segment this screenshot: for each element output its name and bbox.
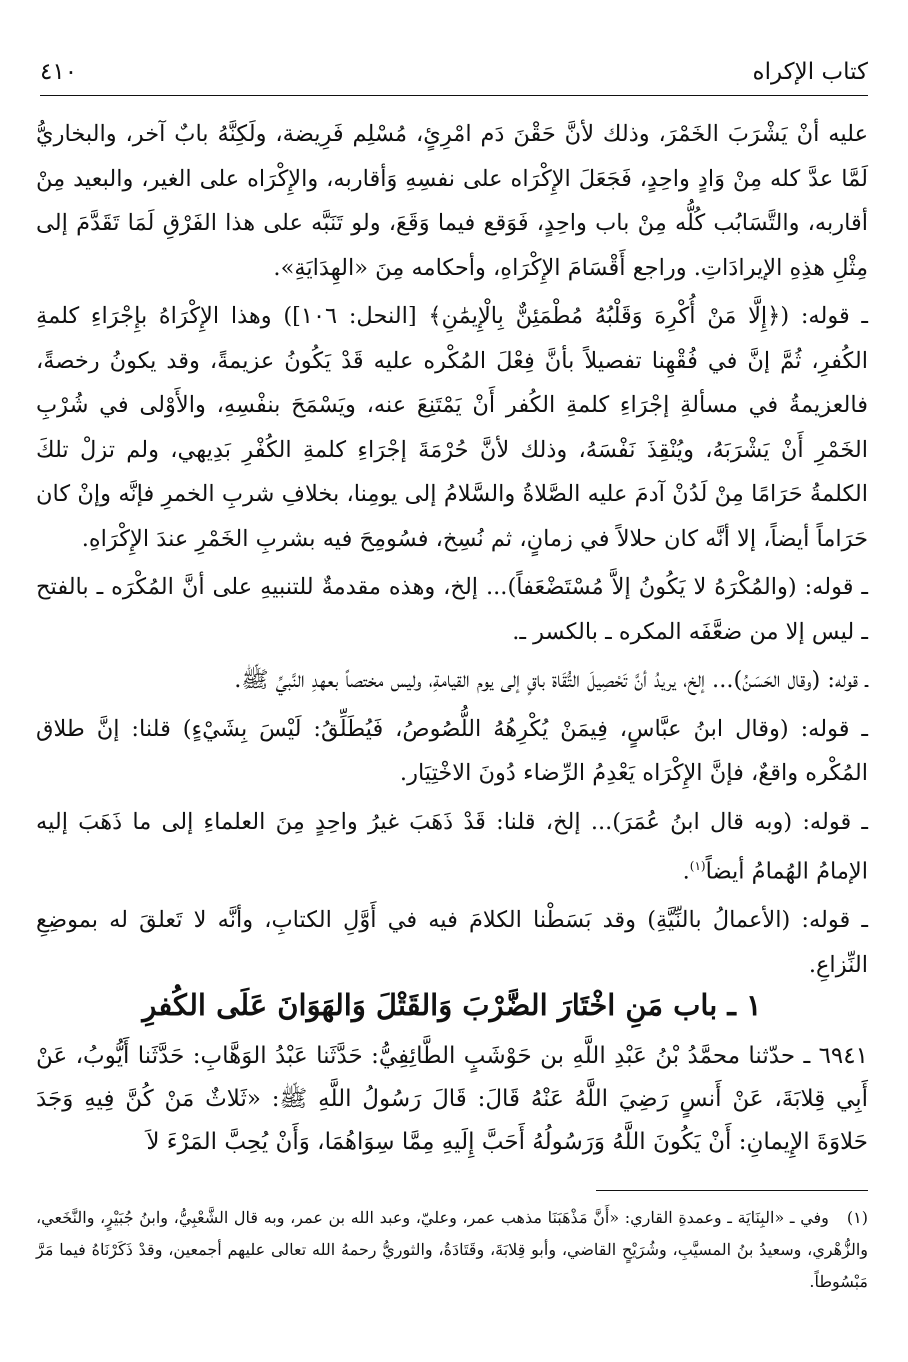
paragraph-6-text: ـ قوله: (وبه قال ابنُ عُمَرَ)... إلخ، قلنا: قَدْ ذَهَبَ غيرُ واحِدٍ مِنَ العلماءِ إلى ما ذَهَبَ إليه الإمامُ الهُمامُ أيضاً [36,808,868,885]
footnote-reference: (١) [689,859,706,873]
footnote [36,1202,868,1298]
header-divider [40,95,868,96]
paragraph-6: ـ قوله: (وبه قال ابنُ عُمَرَ)... إلخ، قلنا: قَدْ ذَهَبَ غيرُ واحِدٍ مِنَ العلماءِ إلى ما ذَهَبَ إليه الإمامُ الهُمامُ أيضاً$^{(١)}$. [36,808,868,885]
page-number: ٤١٠ [40,59,78,85]
paragraph-3: ـ قوله: (والمُكْرَهُ لا يَكُونُ إلاَّ مُسْتَضْعَفاً)... إلخ، وهذه مقدمةٌ للتنبيهِ على أنَّ المُكْرَه ـ بالفتح ـ ليس إلا من ضعَّفَه المكره ـ بالكسر ـ. [36,574,868,645]
book-title: كتاب الإكراه [752,59,868,85]
hadith-text: ٦٩٤١ ـ حدّثنا محمَّدُ بْنُ عَبْدِ اللَّهِ بن حَوْشَبٍ الطَّائِفِيُّ: حَدَّثَنا عَبْدُ الوَهَّابِ: حَدَّثَنا أَيُّوبُ، عَنْ أَبِي قِلابَةَ، عَنْ أَنسٍ رَضِيَ اللَّهُ عَنْهُ قَالَ: قَالَ رَسُولُ اللَّهِ ﷺ: «ثَلاثٌ مَنْ كُنَّ فِيهِ وَجَدَ حَلاوَةَ الإِيمانِ: أَنْ يَكُونَ اللَّهُ وَرَسُولُهُ أَحَبَّ إِلَيهِ مِمَّا سِوَاهُمَا، وَأَنْ يُحِبَّ المَرْءَ لاَ [36,1043,868,1155]
paragraph-2: ـ قوله: (﴿إِلَّا مَنْ أُكْرِهَ وَقَلْبُهُ مُطْمَئِنٌّ بِالْإِيمَٰنِ﴾ [النحل: ١٠٦]) وهذا الإِكْرَاهُ بإِجْرَاءِ كلمةِ الكُفرِ، ثُمَّ إنَّ في فُقْهِنا تفصيلاً بأنَّ فِعْلَ المُكْره عليه قَدْ يَكُونُ عزيمةً، وقد يكونُ رخصةً، فالعزيمةُ في مسألةِ إجْرَاءِ كلمةِ الكُفر أَنْ يَمْتَنِعَ عنه، ويَسْمَحَ بنفْسِهِ، والأَوْلى في شُرْبِ الخَمْرِ أَنْ يَشْرَبَهُ، ويُنْقِذَ نَفْسَهُ، وذلك لأنَّ حُرْمَةَ إجْرَاءِ كلمةِ الكُفْرِ بَدِيهي، ولم تزلْ تلكَ الكلمةُ حَرَامًا مِنْ لَدُنْ آدمَ عليه الصَّلاةُ والسَّلامُ إلى يومِنا، بخلافِ شربِ الخمرِ فإنَّه وإنْ كان حَرَاماً أيضاً، إلا أنَّه كان حلالاً في زمانٍ، ثم نُسِخ، فسُومِحَ فيه بشربِ الخَمْرِ عندَ الإِكْرَاهِ. [36,303,868,552]
footnote-text: وفي ـ «البِنَايَة ـ وعمدةِ القاري: «أَنَّ مَذْهَبَنَا مذهب عمر، وعليّ، وعبد الله بن عمر، وبه قال الشَّعْبِيُّ، وابنُ جُبَيْرٍ، والنَّخَعي، والزُّهْري، وسعيدُ بنُ المسيَّبِ، وشُرَيْحٍ القاضي، وأبو قِلابَةَ، وقَتَادَةُ، والثوريُّ رحمهُ الله تعالى عليهم أجمعين، وقدْ ذَكَرْنَاهُ فيما مَرَّ مَبْسُوطاً. [36,1208,868,1291]
paragraph-1: عليه أنْ يَشْرَبَ الخَمْرَ، وذلك لأنَّ حَقْنَ دَم امْرِئٍ، مُسْلِم فَرِيضة، ولَكِنَّهُ بابٌ آخر، والبخاريُّ لَمَّا عدَّ كله مِنْ وَادٍ واحِدٍ، فَجَعَلَ الإِكْرَاه على نفسِهِ وَأقاربه، والإِكْرَاه على الغير، والبعيد مِنْ أقاربه، والتَّسَابُب كُلُّه مِنْ باب واحِدٍ، فَوَقع فيما وَقَعَ، ولو تَنَبَّه على هذا الفَرْقِ لَمَا تَقَدَّمَ إلى مِثْلِ هذِهِ الإيرادَاتِ. وراجع أَقْسَامَ الإِكْرَاهِ، وأحكامه مِنَ «الهِدَايَةِ». [36,121,868,281]
paragraph-7: ـ قوله: (الأعمالُ بالنِّيَّةِ) وقد بَسَطْنا الكلامَ فيه في أَوَّلِ الكتابِ، وأنَّه لا تَعلقَ له بموضِعِ النِّزاعِ. [36,907,868,978]
footnote-marker: (١) [846,1208,868,1227]
footnote-divider [596,1190,868,1191]
paragraph-5: ـ قوله: (وقال ابنُ عبَّاسٍ، فِيمَنْ يُكْرِهُهُ اللُّصُوصُ، فَيُطَلِّقُ: لَيْسَ بِشَيْءٍ) قلنا: إنَّ طلاق المُكْره واقعٌ، فإنَّ الإِكْرَاه يَعْدِمُ الرِّضاء دُونَ الاخْتِيَار. [36,715,869,786]
paragraph-4: ـ قوله: (وقال الحَسَنُ)... إلخ، يريدُ أنَّ تَحْصِيلَ التُّقَاة باقٍ إلى يوم القيامةِ، وليس مختصاً بعهدِ النَّبيِّ ﷺ. [234,667,868,693]
page-header [40,52,868,92]
commentary-body [36,112,868,987]
chapter-heading: ١ ـ باب مَنِ اخْتَارَ الضَّرْبَ وَالقَتْلَ وَالهَوَانَ عَلَى الكُفرِ [142,988,762,1022]
